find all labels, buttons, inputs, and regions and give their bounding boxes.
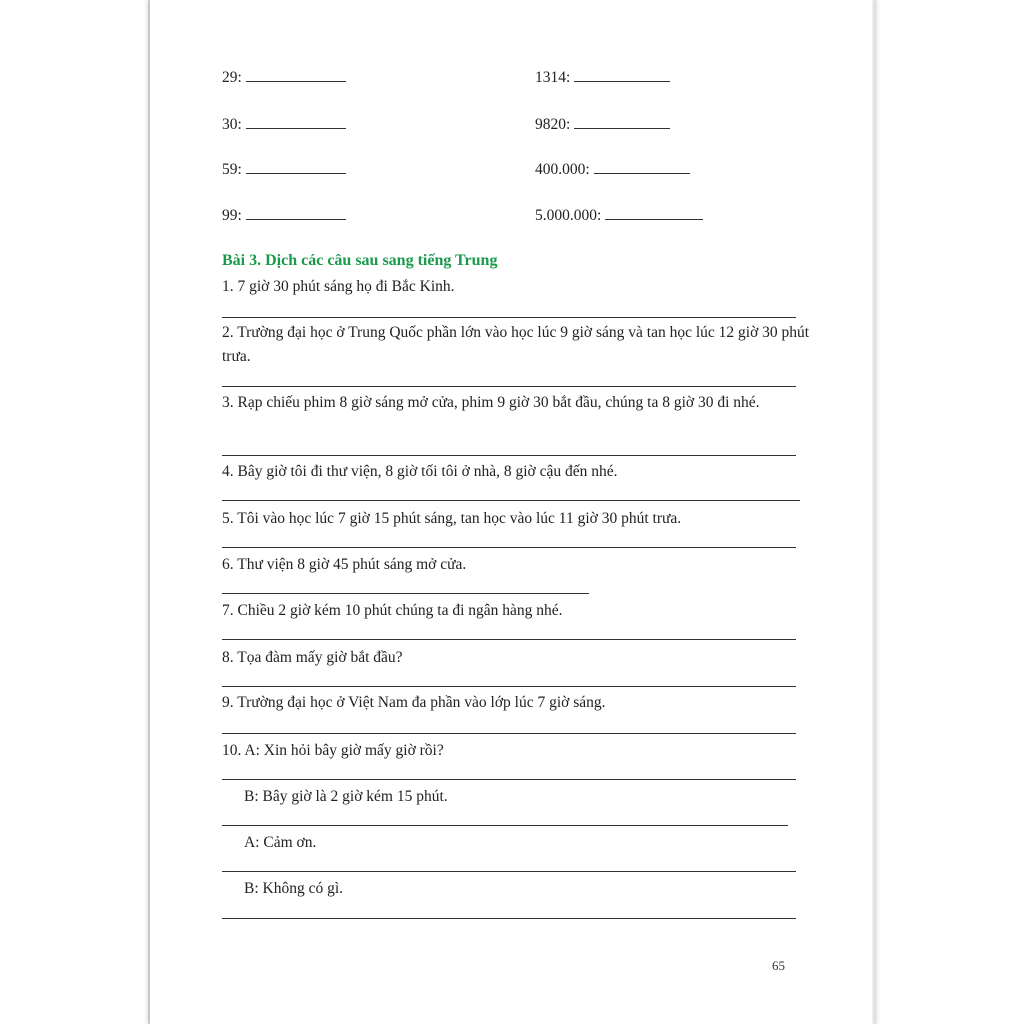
answer-line[interactable]: [222, 871, 796, 872]
number-item: [535, 116, 670, 134]
answer-line[interactable]: [222, 639, 796, 640]
question-9: 9. Trường đại học ở Việt Nam đa phần vào lớp lúc 7 giờ sáng.: [222, 694, 606, 711]
answer-blank[interactable]: [246, 218, 346, 220]
question-5: 5. Tôi vào học lúc 7 giờ 15 phút sáng, tan học vào lúc 11 giờ 30 phút trưa.: [222, 510, 682, 527]
number-item: [535, 207, 703, 225]
answer-line[interactable]: [222, 386, 796, 387]
number-label: 99:: [222, 207, 242, 224]
number-label: 9820:: [535, 116, 571, 133]
dialogue-line-2: A: Cảm ơn.: [244, 834, 317, 851]
answer-line[interactable]: [222, 547, 796, 548]
number-item: [222, 69, 346, 87]
number-item: [222, 161, 346, 179]
answer-line[interactable]: [222, 317, 796, 318]
answer-blank[interactable]: [246, 80, 346, 82]
number-label: 59:: [222, 161, 242, 178]
question-4: 4. Bây giờ tôi đi thư viện, 8 giờ tối tôi ở nhà, 8 giờ cậu đến nhé.: [222, 463, 618, 480]
answer-blank[interactable]: [574, 80, 670, 82]
answer-blank[interactable]: [246, 172, 346, 174]
answer-blank[interactable]: [574, 127, 670, 129]
answer-line[interactable]: [222, 779, 796, 780]
answer-line[interactable]: [222, 455, 796, 456]
answer-line[interactable]: [222, 733, 796, 734]
number-label: 400.000:: [535, 161, 590, 178]
answer-line[interactable]: [222, 686, 796, 687]
answer-blank[interactable]: [605, 218, 703, 220]
question-8: 8. Tọa đàm mấy giờ bắt đầu?: [222, 649, 403, 666]
question-1: 1. 7 giờ 30 phút sáng họ đi Bắc Kinh.: [222, 278, 455, 295]
number-label: 30:: [222, 116, 242, 133]
answer-blank[interactable]: [246, 127, 346, 129]
number-label: 5.000.000:: [535, 207, 602, 224]
page-number: 65: [772, 958, 785, 973]
question-2: 2. Trường đại học ở Trung Quốc phần lớn vào học lúc 9 giờ sáng và tan học lúc 12 giờ 30 phút trưa.: [222, 324, 810, 365]
number-label: 29:: [222, 69, 242, 86]
question-6: 6. Thư viện 8 giờ 45 phút sáng mở cửa.: [222, 556, 467, 573]
answer-line[interactable]: [222, 918, 796, 919]
exercise-title: Bài 3. Dịch các câu sau sang tiếng Trung: [222, 252, 498, 269]
answer-line[interactable]: [222, 593, 589, 594]
number-item: [222, 207, 346, 225]
number-item: [535, 69, 670, 87]
number-item: [222, 116, 346, 134]
answer-line[interactable]: [222, 825, 788, 826]
question-3: 3. Rạp chiếu phim 8 giờ sáng mở cửa, phim 9 giờ 30 bắt đầu, chúng ta 8 giờ 30 đi nhé.: [222, 394, 760, 411]
number-label: 1314:: [535, 69, 571, 86]
answer-line[interactable]: [222, 500, 800, 501]
answer-blank[interactable]: [594, 172, 690, 174]
page-edge-right: [872, 0, 876, 1024]
question-10: 10. A: Xin hỏi bây giờ mấy giờ rồi?: [222, 742, 444, 759]
number-item: [535, 161, 690, 179]
dialogue-line-1: B: Bây giờ là 2 giờ kém 15 phút.: [244, 788, 448, 805]
dialogue-line-3: B: Không có gì.: [244, 880, 344, 897]
question-7: 7. Chiều 2 giờ kém 10 phút chúng ta đi ngân hàng nhé.: [222, 602, 563, 619]
